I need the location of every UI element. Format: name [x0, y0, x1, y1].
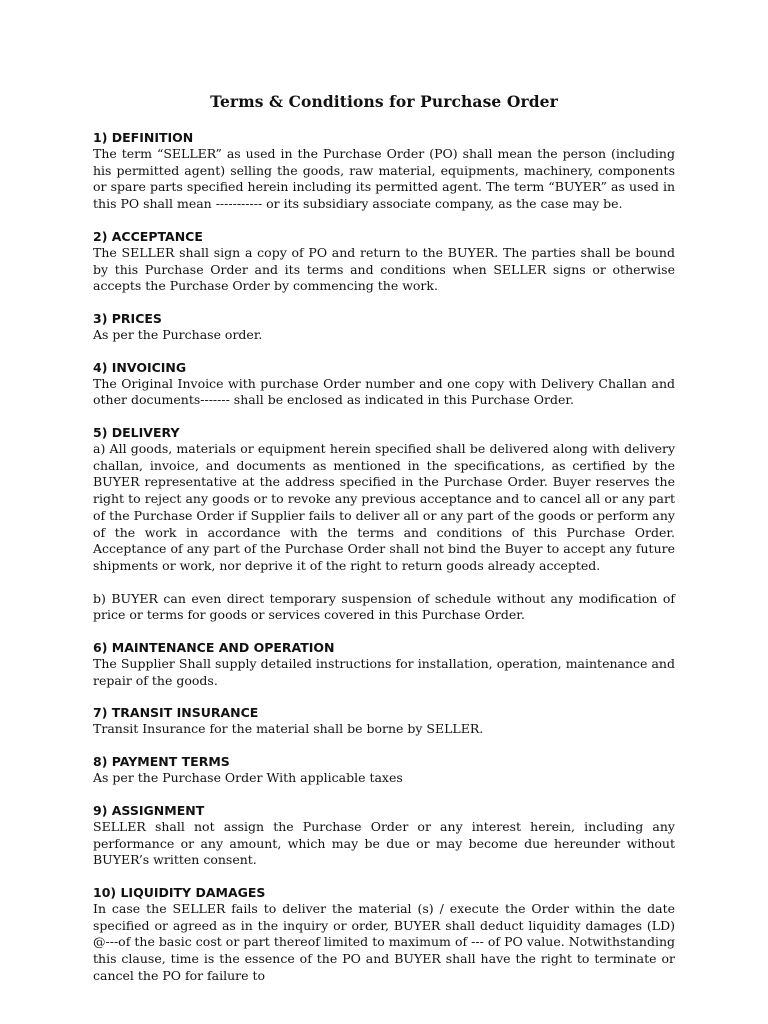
- section-assignment: [93, 802, 675, 869]
- section-paragraph: As per the Purchase Order With applicable taxes: [93, 770, 403, 786]
- section-definition: [93, 129, 675, 213]
- section-heading: 3) PRICES: [93, 310, 162, 326]
- section-heading: 4) INVOICING: [93, 359, 187, 375]
- section-paragraph: b) BUYER can even direct temporary suspension of schedule without any modification of price or terms for goods or services covered in this Purchase Order.: [93, 590, 675, 623]
- section-heading: 8) PAYMENT TERMS: [93, 754, 230, 770]
- section-paragraph: Transit Insurance for the material shall be borne by SELLER.: [93, 721, 484, 737]
- section-paragraph: As per the Purchase order.: [93, 326, 263, 342]
- section-heading: 7) TRANSIT INSURANCE: [93, 705, 259, 721]
- section-paragraph: The Original Invoice with purchase Order number and one copy with Delivery Challan and other documents------- shall be enclosed as indicated in this Purchase Order.: [93, 375, 675, 408]
- section-delivery: [93, 424, 675, 624]
- section-heading: 2) ACCEPTANCE: [93, 228, 203, 244]
- section-paragraph: The SELLER shall sign a copy of PO and return to the BUYER. The parties shall be bound by this Purchase Order and its terms and conditions when SELLER signs or otherwise accepts the Purchase Order by commencing the work.: [93, 244, 675, 294]
- document-title: Terms & Conditions for Purchase Order: [210, 92, 558, 111]
- section-invoicing: [93, 359, 675, 409]
- section-paragraph: a) All goods, materials or equipment herein specified shall be delivered along with delivery challan, invoice, and documents as mentioned in the specifications, as certified by the BUYER representative at the address specified in the Purchase Order. Buyer reserves the right to reject any goods or to revoke any previous acceptance and to cancel all or any part of the Purchase Order if Supplier fails to deliver all or any part of the goods or perform any of the work in accordance with the terms and conditions of this Purchase Order. Acceptance of any part of the Purchase Order shall not bind the Buyer to accept any future shipments or work, nor deprive it of the right to return goods already accepted.: [93, 441, 675, 573]
- section-prices: [93, 310, 675, 344]
- section-heading: 1) DEFINITION: [93, 130, 194, 145]
- section-paragraph: The Supplier Shall supply detailed instructions for installation, operation, maintenance and repair of the goods.: [93, 656, 675, 688]
- section-heading: 6) MAINTENANCE AND OPERATION: [93, 640, 335, 656]
- section-transit-insurance: [93, 704, 675, 738]
- section-paragraph: In case the SELLER fails to deliver the material (s) / execute the Order within the date specified or agreed as in the inquiry or order, BUYER shall deduct liquidity damages (LD) @---of the basic cost or part thereof limited to maximum of --- of PO value. Notwithstanding this clause, time is the essence of the PO and BUYER shall have the right to terminate or cancel the PO for failure to: [93, 900, 675, 983]
- section-acceptance: [93, 228, 675, 295]
- section-payment-terms: [93, 753, 675, 787]
- section-heading: 9) ASSIGNMENT: [93, 802, 205, 818]
- section-liquidity-damages: [93, 884, 675, 985]
- section-paragraph: SELLER shall not assign the Purchase Order or any interest herein, including any performance or any amount, which may be due or may become due hereunder without BUYER’s written consent.: [93, 818, 675, 868]
- document-page: [93, 92, 675, 1000]
- section-heading: 10) LIQUIDITY DAMAGES: [93, 884, 266, 900]
- section-heading: 5) DELIVERY: [93, 425, 180, 441]
- section-maintenance-and-operation: [93, 639, 675, 689]
- section-paragraph: The term “SELLER” as used in the Purchase Order (PO) shall mean the person (including his permitted agent) selling the goods, raw material, equipments, machinery, components or spare parts specified herein including its permitted agent. The term “BUYER” as used in this PO shall mean ----------- or its subsidiary associate company, as the case may be.: [93, 146, 675, 212]
